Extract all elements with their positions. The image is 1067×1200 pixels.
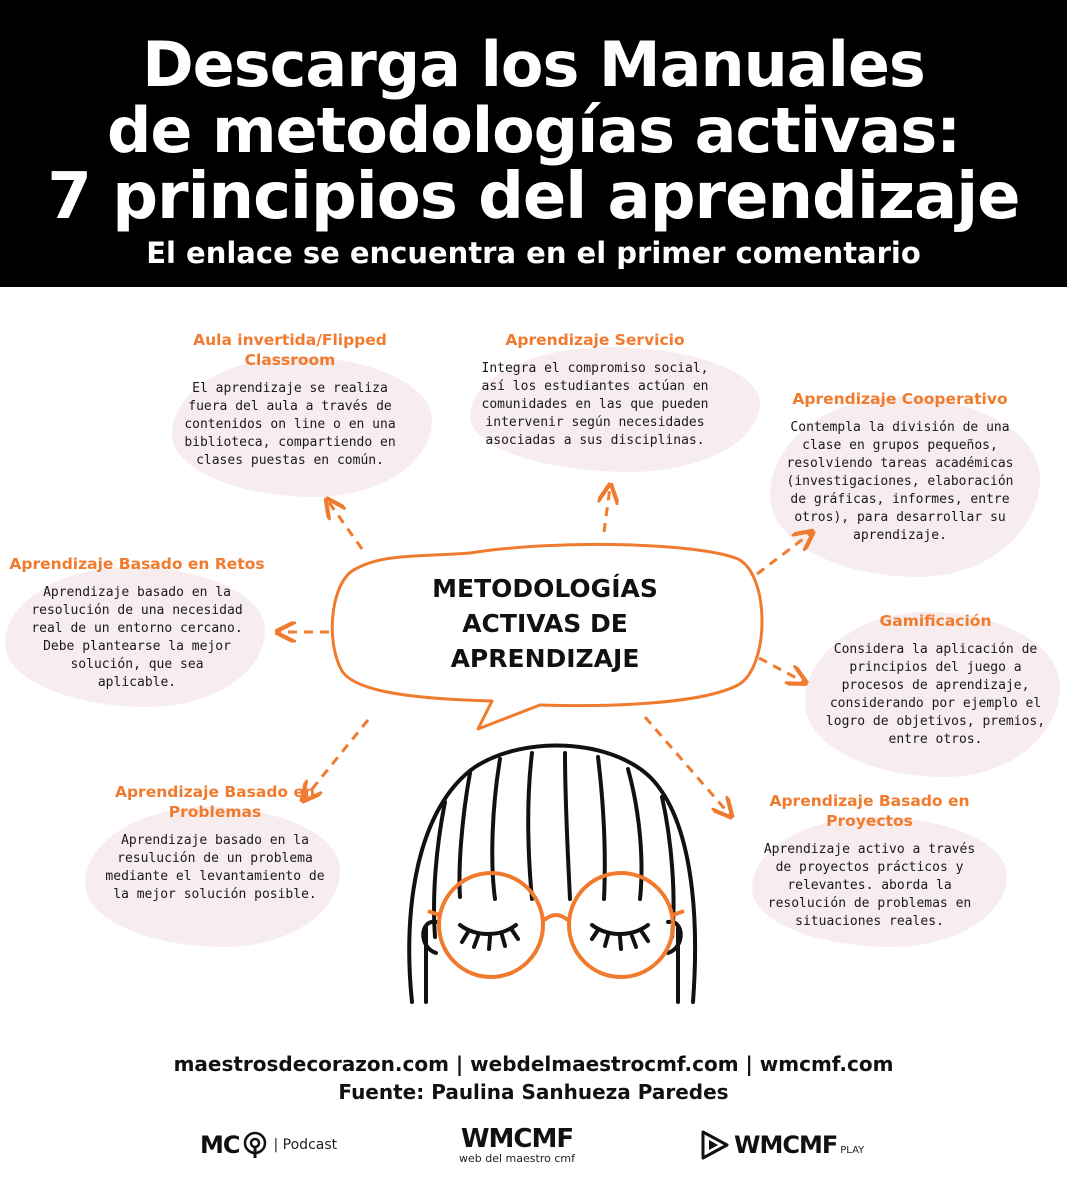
node-text-line: solución, que sea: [70, 657, 204, 672]
node-text-line: Aprendizaje basado en la: [43, 585, 231, 600]
node-aprendizaje-cooperativo: [775, 389, 1025, 545]
node-text-line: procesos de aprendizaje,: [841, 678, 1030, 693]
node-text-line: biblioteca, compartiendo en: [184, 435, 396, 450]
node-title: [775, 389, 1025, 409]
node-description: [465, 360, 725, 450]
node-description: [85, 832, 345, 904]
node-text-line: (investigaciones, elaboración: [786, 474, 1014, 489]
center-title-line: METODOLOGÍAS: [432, 574, 658, 603]
node-text-line: Considera la aplicación de: [833, 642, 1038, 657]
node-title: [742, 791, 997, 831]
node-title-line: Problemas: [168, 803, 262, 821]
logo-mark: WMCMF: [460, 1124, 574, 1154]
logo-label: | Podcast: [273, 1137, 338, 1153]
logo-mark: MC: [200, 1131, 240, 1159]
center-title-line: ACTIVAS DE: [462, 609, 628, 638]
footer-websites: maestrosdecorazon.com | webdelmaestrocmf.com | wmcmf.com: [173, 1052, 894, 1076]
center-title-line: APRENDIZAJE: [450, 644, 640, 673]
node-text-line: comunidades en las que pueden: [481, 397, 709, 412]
node-text-line: entre otros.: [888, 732, 983, 747]
podcast-mic-icon: [242, 1130, 268, 1160]
arrow-icon: [645, 717, 730, 815]
node-text-line: intervenir según necesidades: [485, 415, 705, 430]
node-text-line: relevantes. aborda la: [787, 878, 952, 893]
node-text-line: mediante el levantamiento de: [105, 869, 325, 884]
logo-wmcmf-play: [700, 1128, 864, 1162]
node-title: [160, 330, 420, 370]
arrow-icon: [759, 658, 804, 682]
node-title-line: Aprendizaje Basado en: [114, 783, 316, 801]
node-text-line: clases puestas en común.: [196, 453, 384, 468]
node-text-line: resolviendo tareas académicas: [786, 456, 1014, 471]
node-aprendizaje-proyectos: [742, 791, 997, 931]
node-title: [85, 782, 345, 822]
play-triangle-icon: [700, 1129, 730, 1161]
title-line-2: de metodologías activas:: [106, 94, 961, 167]
node-description: [808, 641, 1063, 749]
node-text-line: Contempla la división de una: [790, 420, 1010, 435]
node-text-line: otros), para desarrollar su: [794, 510, 1006, 525]
node-description: [742, 841, 997, 931]
node-title: [8, 554, 266, 574]
arrow-icon: [328, 501, 362, 549]
node-text-line: resolución de una necesidad: [31, 603, 243, 618]
header-banner: [0, 0, 1067, 287]
title-line-3: 7 principios del aprendizaje: [47, 160, 1020, 234]
node-text-line: así los estudiantes actúan en: [481, 379, 709, 394]
node-text-line: resulución de un problema: [117, 851, 313, 866]
node-title-line: Classroom: [244, 351, 336, 369]
node-text-line: de proyectos prácticos y: [775, 860, 964, 875]
node-text-line: Debe plantearse la mejor: [43, 639, 231, 654]
logo-label: web del maestro cmf: [459, 1152, 575, 1165]
node-title: [465, 330, 725, 350]
node-text-line: aplicable.: [97, 675, 177, 690]
node-text-line: Aprendizaje activo a través: [763, 842, 976, 857]
node-aprendizaje-servicio: [465, 330, 725, 450]
girl-with-glasses-illustration: [409, 745, 695, 1002]
node-text-line: contenidos on line o en una: [184, 417, 396, 432]
node-text-line: logro de objetivos, premios,: [825, 714, 1046, 729]
node-title-line: Aprendizaje Cooperativo: [792, 390, 1008, 408]
logo-wmcmf: [458, 1124, 576, 1165]
node-description: [775, 419, 1025, 545]
subtitle: El enlace se encuentra en el primer comentario: [146, 236, 921, 270]
node-text-line: El aprendizaje se realiza: [192, 381, 388, 396]
node-text-line: Aprendizaje basado en la: [121, 833, 309, 848]
node-title-line: Aprendizaje Basado en: [769, 792, 970, 810]
node-title-line: Proyectos: [826, 812, 913, 830]
node-text-line: asociadas a sus disciplinas.: [485, 433, 705, 448]
node-description: [160, 380, 420, 470]
center-title: [385, 571, 705, 676]
logo-mark: WMCMF: [734, 1131, 838, 1159]
node-text-line: considerando por ejemplo el: [829, 696, 1042, 711]
node-title-line: Aula invertida/Flipped: [193, 331, 387, 349]
node-text-line: resolución de problemas en: [767, 896, 972, 911]
node-text-line: real de un entorno cercano.: [31, 621, 243, 636]
node-title-line: Gamificación: [879, 612, 992, 630]
title-line-1: Descarga los Manuales: [142, 28, 925, 101]
node-gamificacion: [808, 611, 1063, 749]
node-text-line: clase en grupos pequeños,: [802, 438, 998, 453]
node-text-line: Integra el compromiso social,: [481, 361, 709, 376]
node-title-line: Aprendizaje Servicio: [505, 331, 685, 349]
node-description: [8, 584, 266, 692]
logo-label: PLAY: [840, 1144, 865, 1156]
node-text-line: fuera del aula a través de: [188, 399, 392, 414]
node-text-line: de gráficas, informes, entre: [790, 492, 1010, 507]
arrow-icon: [604, 487, 610, 532]
node-text-line: situaciones reales.: [795, 914, 944, 929]
logo-mc-podcast: [200, 1128, 337, 1162]
node-text-line: la mejor solución posible.: [113, 887, 317, 902]
node-title: [808, 611, 1063, 631]
node-aprendizaje-retos: [8, 554, 266, 692]
footer-source: Fuente: Paulina Sanhueza Paredes: [338, 1080, 729, 1104]
node-flipped-classroom: [160, 330, 420, 470]
node-aprendizaje-problemas: [85, 782, 345, 904]
node-title-line: Aprendizaje Basado en Retos: [9, 555, 265, 573]
methodologies-diagram: [0, 287, 1067, 1017]
node-text-line: aprendizaje.: [853, 528, 947, 543]
node-text-line: principios del juego a: [849, 660, 1022, 675]
